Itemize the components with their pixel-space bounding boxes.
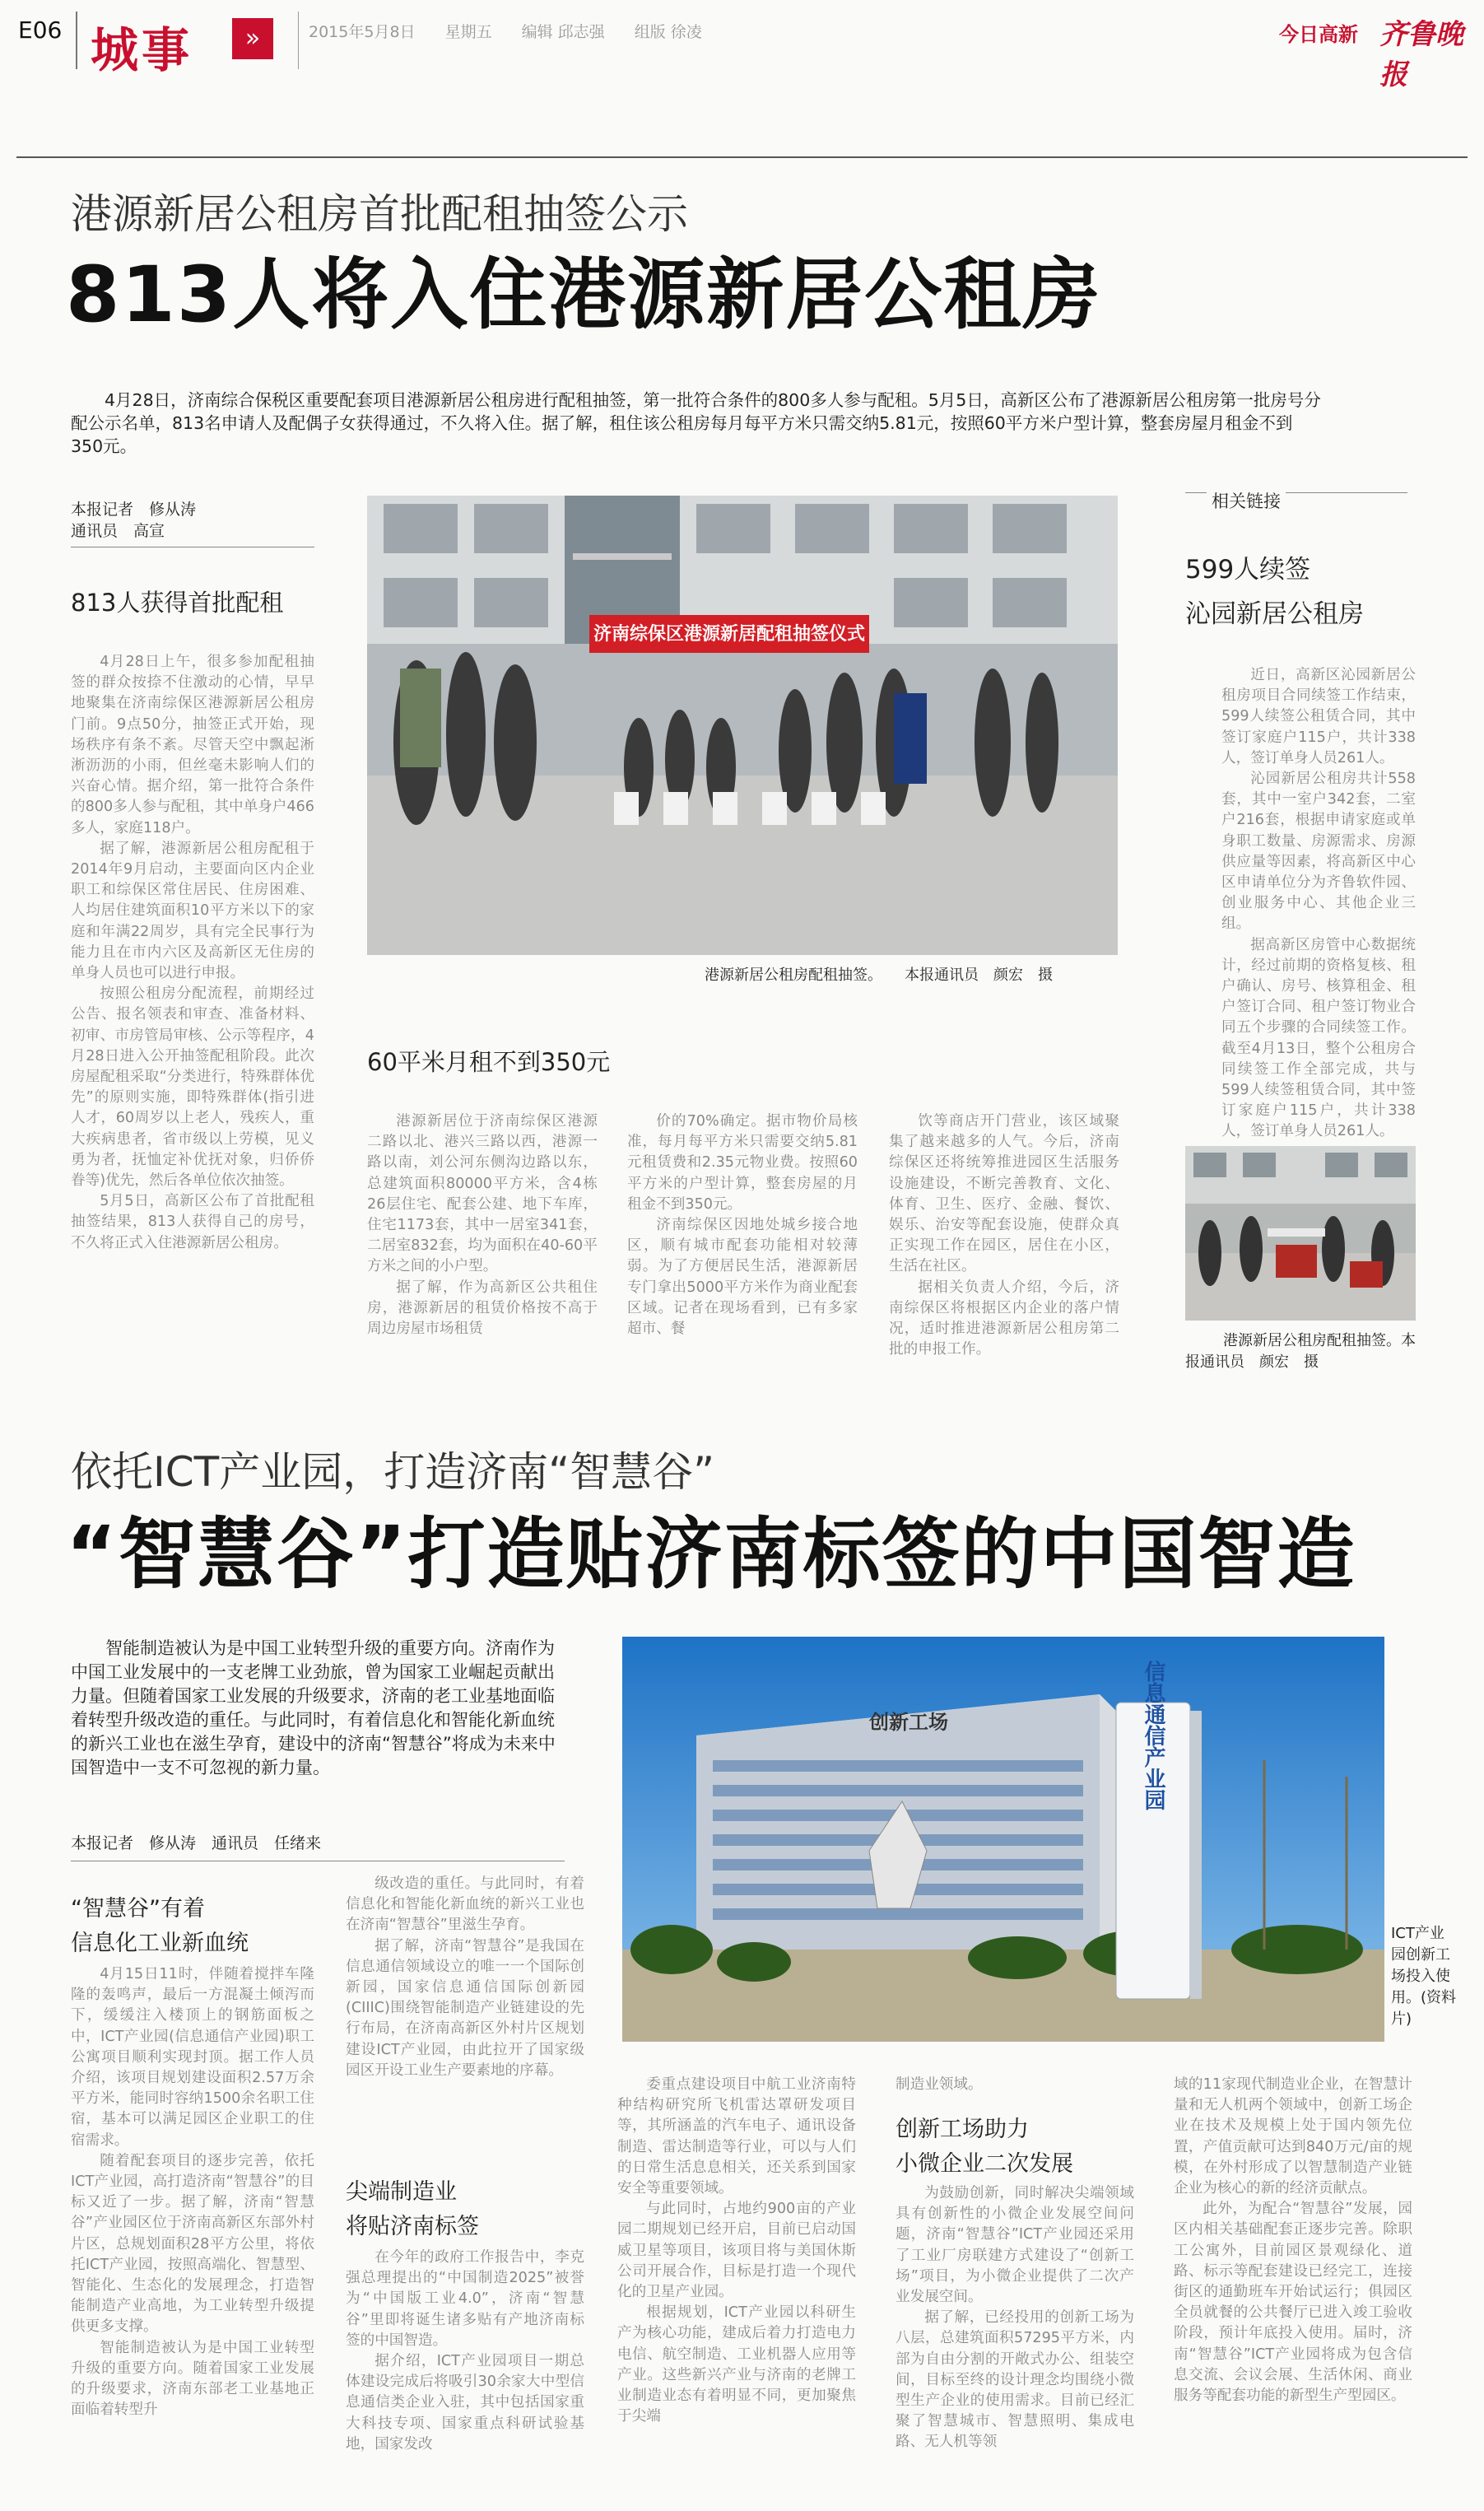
- article2-column-4a: [896, 2075, 1134, 2095]
- issue-weekday: 星期五: [444, 23, 492, 41]
- lottery-ceremony-photo: [367, 496, 1118, 955]
- paragraph: 根据规划，ICT产业园以科研生产为核心功能，建成后着力打造电力电信、航空制造、工业机器人应用等产业。这些新兴产业与济南的老牌工业制造业态有着明显不同，更加聚焦于尖端: [617, 2304, 856, 2425]
- article2-subhead-3a: 创新工场助力: [896, 2117, 1029, 2142]
- paragraph: 与此同时，占地约900亩的产业园二期规划已经开启，目前已启动国威卫星等项目，该项目将与美国休斯公司开展合作，目标是打造一个现代化的卫星产业园。: [617, 2201, 856, 2301]
- paragraph: 制造业领域。: [896, 2076, 983, 2093]
- paragraph: 沁园新居公租房共计558套，其中一室户342套，二室户216套，根据申请家庭或单身职工数量、房源需求、房源供应量等因素，将高新区中心区申请单位分为齐鲁软件园、创业服务中心、其他企业三组。: [1221, 771, 1416, 933]
- article1-byline-correspondent: 通讯员 高宣: [71, 522, 165, 540]
- newspaper-logo: 齐鲁晚报: [1379, 18, 1463, 91]
- sidebar-photo: [1185, 1146, 1416, 1321]
- article2-lead: 智能制造被认为是中国工业转型升级的重要方向。济南作为中国工业发展中的一支老牌工业劲旅，曾为国家工业崛起贡献出力量。但随着国家工业发展的升级要求，济南的老工业基地面临着转型升级改造的重任。与此同时，有着信息化和智能化新血统的新兴工业也在滋生孕育，建设中的济南“智慧谷”将成为未来中国智造中一支不可忽视的新力量。: [71, 1638, 556, 1777]
- sidebar-lottery-photo: [1185, 1146, 1416, 1321]
- article2-column-2: [346, 1874, 584, 2081]
- article2-subhead-1b: 信息化工业新血统: [71, 1931, 249, 1956]
- article2-subhead-2a: 尖端制造业: [346, 2179, 457, 2205]
- paragraph: 此外，为配合“智慧谷”发展，园区内相关基础配套正逐步完善。除职工公寓外，目前园区景观绿化、道路、标示等配套建设已经完工，连接街区的通勤班车开始试运行；俱园区全员就餐的公共餐厅已进入竣工验收阶段，预计年底投入使用。届时，济南“智慧谷”ICT产业园将成为包含信息交流、会议会展、生活休闲、商业服务等配套功能的新型生产型园区。: [1174, 2201, 1412, 2405]
- section-title: 城事: [91, 22, 193, 78]
- paragraph: 为鼓励创新，同时解决尖端领域具有创新性的小微企业发展空间问题，济南“智慧谷”ICT产业园还采用了工业厂房联建方式建设了“创新工场”项目，为小微企业提供了二次产业发展空间。: [896, 2185, 1134, 2306]
- section-arrow-icon: »: [232, 18, 273, 59]
- sidebar-title-1: 599人续签: [1185, 555, 1311, 585]
- article1-subhead-1: 813人获得首批配租: [71, 589, 284, 617]
- paragraph: 据了解，作为高新区公共租住房，港源新居的租赁价格按不高于周边房屋市场租赁: [367, 1279, 598, 1338]
- paragraph: 委重点建设项目中航工业济南特种结构研究所飞机雷达罩研发项目等，其所涵盖的汽车电子、通讯设备制造、雷达制造等行业，可以与人们的日常生活息息相关，还关系到国家安全等重要领域。: [617, 2076, 856, 2197]
- ict-park-photo: [622, 1637, 1384, 2042]
- paragraph: 级改造的重任。与此同时，有着信息化和智能化新血统的新兴工业也在济南“智慧谷”里滋生孕育。: [346, 1875, 584, 1934]
- paragraph: 济南综保区因地处城乡接合地区，顺有城市配套功能相对较薄弱。为了方便居民生活，港源新居专门拿出5000平方米作为商业配套区域。记者在现场看到，已有多家超市、餐: [627, 1217, 858, 1338]
- article1-byline-reporter: 本报记者 修从涛: [71, 501, 197, 519]
- article1-column-3: [627, 1111, 858, 1339]
- article1-column-4: [889, 1111, 1119, 1360]
- article2-column-1: [71, 1964, 314, 2420]
- header-divider: [76, 12, 77, 69]
- page-number: E06: [18, 16, 63, 44]
- article2-photo: [622, 1637, 1384, 2042]
- article2-column-3: [617, 2075, 856, 2427]
- article1-kicker: 港源新居公租房首批配租抽签公示: [71, 190, 688, 238]
- paragraph: 据相关负责人介绍，今后，济南综保区将根据区内企业的落户情况，适时推进港源新居公租房第二批的申报工作。: [889, 1279, 1119, 1358]
- paragraph: 据了解，已经投用的创新工场为八层，总建筑面积57295平方米，内部为自由分割的开敞式办公、组装空间，目标至终的设计理念均围绕小微型生产企业的使用需求。目前已经汇聚了智慧城市、智慧照明、集成电路、无人机等领: [896, 2309, 1134, 2451]
- paragraph: 在今年的政府工作报告中，李克强总理提出的“中国制造2025”被誉为“中国版工业4.0”，济南“智慧谷”里即将诞生诸多贴有产地济南标签的中国智造。: [346, 2249, 584, 2349]
- sidebar-title-2: 沁园新居公租房: [1185, 599, 1364, 629]
- paragraph: 饮等商店开门营业，该区域聚集了越来越多的人气。今后，济南综保区还将统筹推进园区生活服务设施建设，不断完善教育、文化、体育、卫生、医疗、金融、餐饮、娱乐、治安等配套设施，使群众真正实现工作在园区，居住在小区，生活在社区。: [889, 1113, 1119, 1275]
- article1-column-2: [367, 1111, 598, 1339]
- paragraph: 智能制造被认为是中国工业转型升级的重要方向。随着国家工业发展的升级要求，济南东部老工业基地正面临着转型升: [71, 2339, 314, 2419]
- article2-headline: “智慧谷”打造贴济南标签的中国智造: [66, 1510, 1356, 1600]
- issue-date: 2015年5月8日: [309, 23, 416, 41]
- sidebar-photo-caption: 港源新居公租房配租抽签。本报通讯员 颜宏 摄: [1185, 1332, 1416, 1371]
- header-divider-2: [298, 12, 299, 69]
- paragraph: 域的11家现代制造业企业，在智慧计量和无人机两个领域中，创新工场企业在技术及规模上处于国内领先位置，产值贡献可达到840万元/亩的规模，在外村形成了以智慧制造产业链企业为核心的新的经济贡献点。: [1174, 2076, 1412, 2197]
- article1-subhead-2: 60平米月租不到350元: [367, 1048, 611, 1076]
- paragraph: 5月5日，高新区公布了首批配租抽签结果，813人获得自己的房号，不久将正式入住港源新居公租房。: [71, 1193, 314, 1251]
- paragraph: 近日，高新区沁园新居公租房项目合同续签工作结束，599人续签公租赁合同，其中签订家庭户115户，共计338人，签订单身人员261人。: [1221, 667, 1416, 766]
- article1-photo: [367, 496, 1118, 955]
- paragraph: 据介绍，ICT产业园项目一期总体建设完成后将吸引30余家大中型信息通信类企业入驻，其中包括国家重大科技专项、国家重点科研试验基地，国家发改: [346, 2353, 584, 2453]
- sidebar-body: [1221, 665, 1416, 1143]
- article2-column-5: [1174, 2075, 1412, 2406]
- paragraph: 随着配套项目的逐步完善，依托ICT产业园，高打造济南“智慧谷”的目标又近了一步。据了解，济南“智慧谷”产业园区位于济南高新区东部外村片区，总规划面积28平方公里，将依托ICT产业园，按照高端化、智慧型、智能化、生态化的发展理念，打造智能制造产业高地，为工业转型升级提供更多支撑。: [71, 2152, 314, 2336]
- article2-subhead-2b: 将贴济南标签: [346, 2214, 479, 2239]
- header-rule: [16, 156, 1468, 158]
- article2-column-2b: [346, 2248, 584, 2455]
- article2-column-4b: [896, 2183, 1134, 2453]
- article1-column-1: [71, 652, 314, 1254]
- paragraph: 据了解，港源新居公租房配租于2014年9月启动，主要面向区内企业职工和综保区常住居民、住房困难、人均居住建筑面积10平方米以下的家庭和年满22周岁，具有完全民事行为能力且在市内六区及高新区无住房的单身人员也可以进行申报。: [71, 840, 314, 982]
- sidebar-label: 相关链接: [1207, 491, 1286, 512]
- layout-editor: 组版 徐凌: [634, 23, 702, 41]
- header-meta: [309, 20, 727, 42]
- article2-subhead-3b: 小微企业二次发展: [896, 2151, 1073, 2177]
- paragraph: 港源新居位于济南综保区港源二路以北、港兴三路以西，港源一路以南，刘公河东侧沟边路以东，总建筑面积80000平方米，含4栋26层住宅、配套公建、地下车库，住宅1173套，其中一居室341套，二居室832套，均为面积在40-60平方米之间的小户型。: [367, 1113, 598, 1275]
- article2-photo-caption: ICT产业园创新工场投入使用。(资料片): [1391, 1925, 1457, 2028]
- photo-banner-text: 济南综保区港源新居配租抽签仪式: [593, 624, 866, 645]
- paragraph: 据了解，济南“智慧谷”是我国在信息通信领域设立的唯一一个国际创新园，国家信息通信国际创新园(CIIIC)围绕智能制造产业链建设的先行布局，在济南高新区外村片区规划建设ICT产业园，由此拉开了国家级园区开设工业生产要素地的序幕。: [346, 1937, 584, 2079]
- paragraph: 据高新区房管中心数据统计，经过前期的资格复核、租户确认、房号、核算租金、租户签订合同、租户签订物业合同五个步骤的合同续签工作。截至4月13日，整个公租房合同续签工作全部完成，共与599人续签租赁合同，其中签订家庭户115户，共计338人，签订单身人员261人。: [1221, 936, 1416, 1140]
- editor: 编辑 邱志强: [521, 23, 605, 41]
- article1-headline: 813人将入住港源新居公租房: [66, 250, 1102, 340]
- article1-lead: 4月28日，济南综合保税区重要配套项目港源新居公租房进行配租抽签，第一批符合条件的800多人参与配租。5月5日，高新区公布了港源新居公租房第一批房号分配公示名单，813名申请人及配偶子女获得通过，不久将入住。据了解，租住该公租房每月每平方米只需交纳5.81元，按照60平方米户型计算，整套房屋月租金不到350元。: [71, 390, 1321, 456]
- article2-kicker: 依托ICT产业园，打造济南“智慧谷”: [71, 1448, 715, 1496]
- column-name: 今日高新: [1279, 23, 1358, 46]
- park-sign-text: 信息通信产业园: [1141, 1661, 1165, 1810]
- article2-byline: 本报记者 修从涛 通讯员 任绪来: [71, 1834, 322, 1852]
- building-sign-text: 创新工场: [869, 1711, 948, 1734]
- article1-photo-caption: 港源新居公租房配租抽签。 本报通讯员 颜宏 摄: [705, 967, 1053, 984]
- paragraph: 4月15日11时，伴随着搅拌车隆隆的轰鸣声，最后一方混凝土倾泻而下，缓缓注入楼顶上的钢筋面板之中，ICT产业园(信息通信产业园)职工公寓项目顺利实现封顶。据工作人员介绍，该项目规划建设面积2.57万余平方米，能同时容纳1500余名职工住宿，基本可以满足园区企业职工的住宿需求。: [71, 1966, 314, 2149]
- paragraph: 按照公租房分配流程，前期经过公告、报名领表和审查、准备材料、初审、市房管局审核、公示等程序，4月28日进入公开抽签配租阶段。此次房屋配租采取“分类进行，特殊群体优先”的原则实施，即特殊群体(指引进人才，60周岁以上老人，残疾人，重大疾病患者，省市级以上劳模，见义勇为者，抚恤定补优抚对象，归侨侨眷等)优先，然后各单位依次抽签。: [71, 985, 314, 1190]
- paragraph: 4月28日上午，很多参加配租抽签的群众按捺不住激动的心情，早早地聚集在济南综保区港源新居公租房门前。9点50分，抽签正式开始，现场秩序有条不紊。尽管天空中飘起淅淅沥沥的小雨，但丝毫未影响人们的兴奋心情。据介绍，第一批符合条件的800多人参与配租，其中单身户466多人，家庭118户。: [71, 654, 314, 836]
- paragraph: 价的70%确定。据市物价局核准，每月每平方米只需要交纳5.81元租赁费和2.35元物业费。按照60平方米的户型计算，整套房屋的月租金不到350元。: [627, 1113, 858, 1213]
- article2-subhead-1a: “智慧谷”有着: [71, 1896, 205, 1922]
